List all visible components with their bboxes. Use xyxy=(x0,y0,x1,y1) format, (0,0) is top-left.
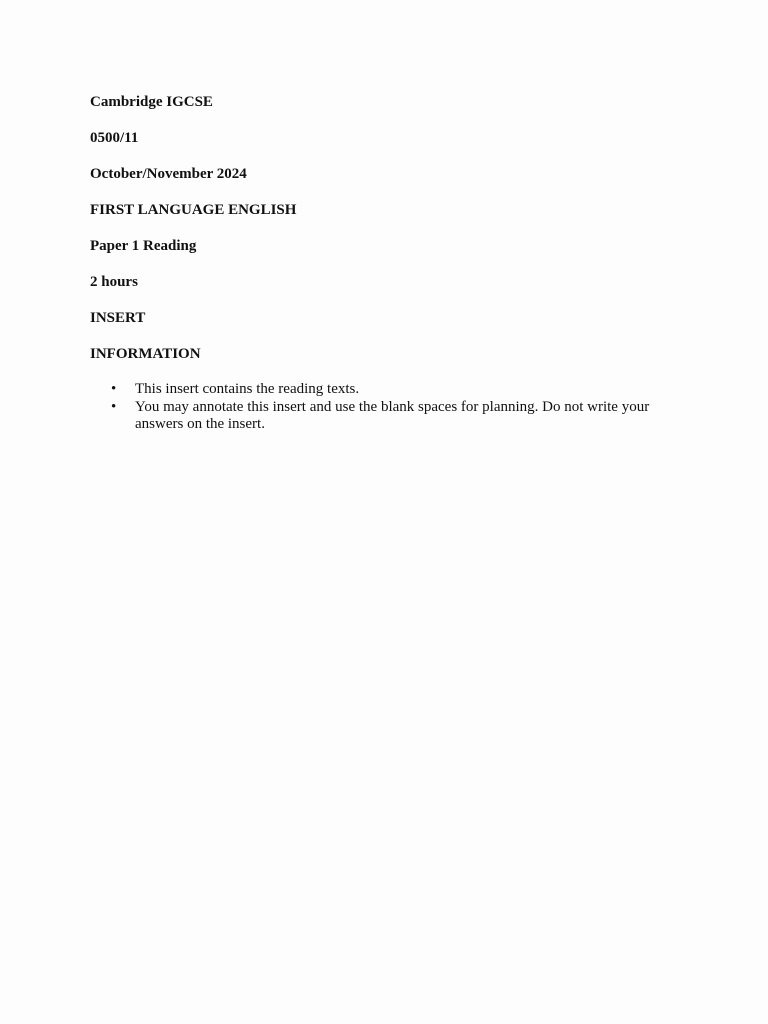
duration: 2 hours xyxy=(90,274,138,290)
qualification-title: Cambridge IGCSE xyxy=(90,94,213,110)
paper-code: 0500/11 xyxy=(90,130,139,146)
insert-label: INSERT xyxy=(90,310,146,326)
subject-title: FIRST LANGUAGE ENGLISH xyxy=(90,202,297,218)
information-heading: INFORMATION xyxy=(90,346,201,362)
bullet-icon: • xyxy=(111,398,117,415)
paper-title: Paper 1 Reading xyxy=(90,238,197,254)
list-item-text: You may annotate this insert and use the blank spaces for planning. Do not write your answers on the insert. xyxy=(135,398,650,432)
information-list xyxy=(90,381,678,434)
list-item xyxy=(90,381,700,399)
bullet-icon: • xyxy=(111,381,117,397)
list-item xyxy=(90,399,700,434)
list-item-text: This insert contains the reading texts. xyxy=(135,381,360,397)
exam-session: October/November 2024 xyxy=(90,166,247,182)
